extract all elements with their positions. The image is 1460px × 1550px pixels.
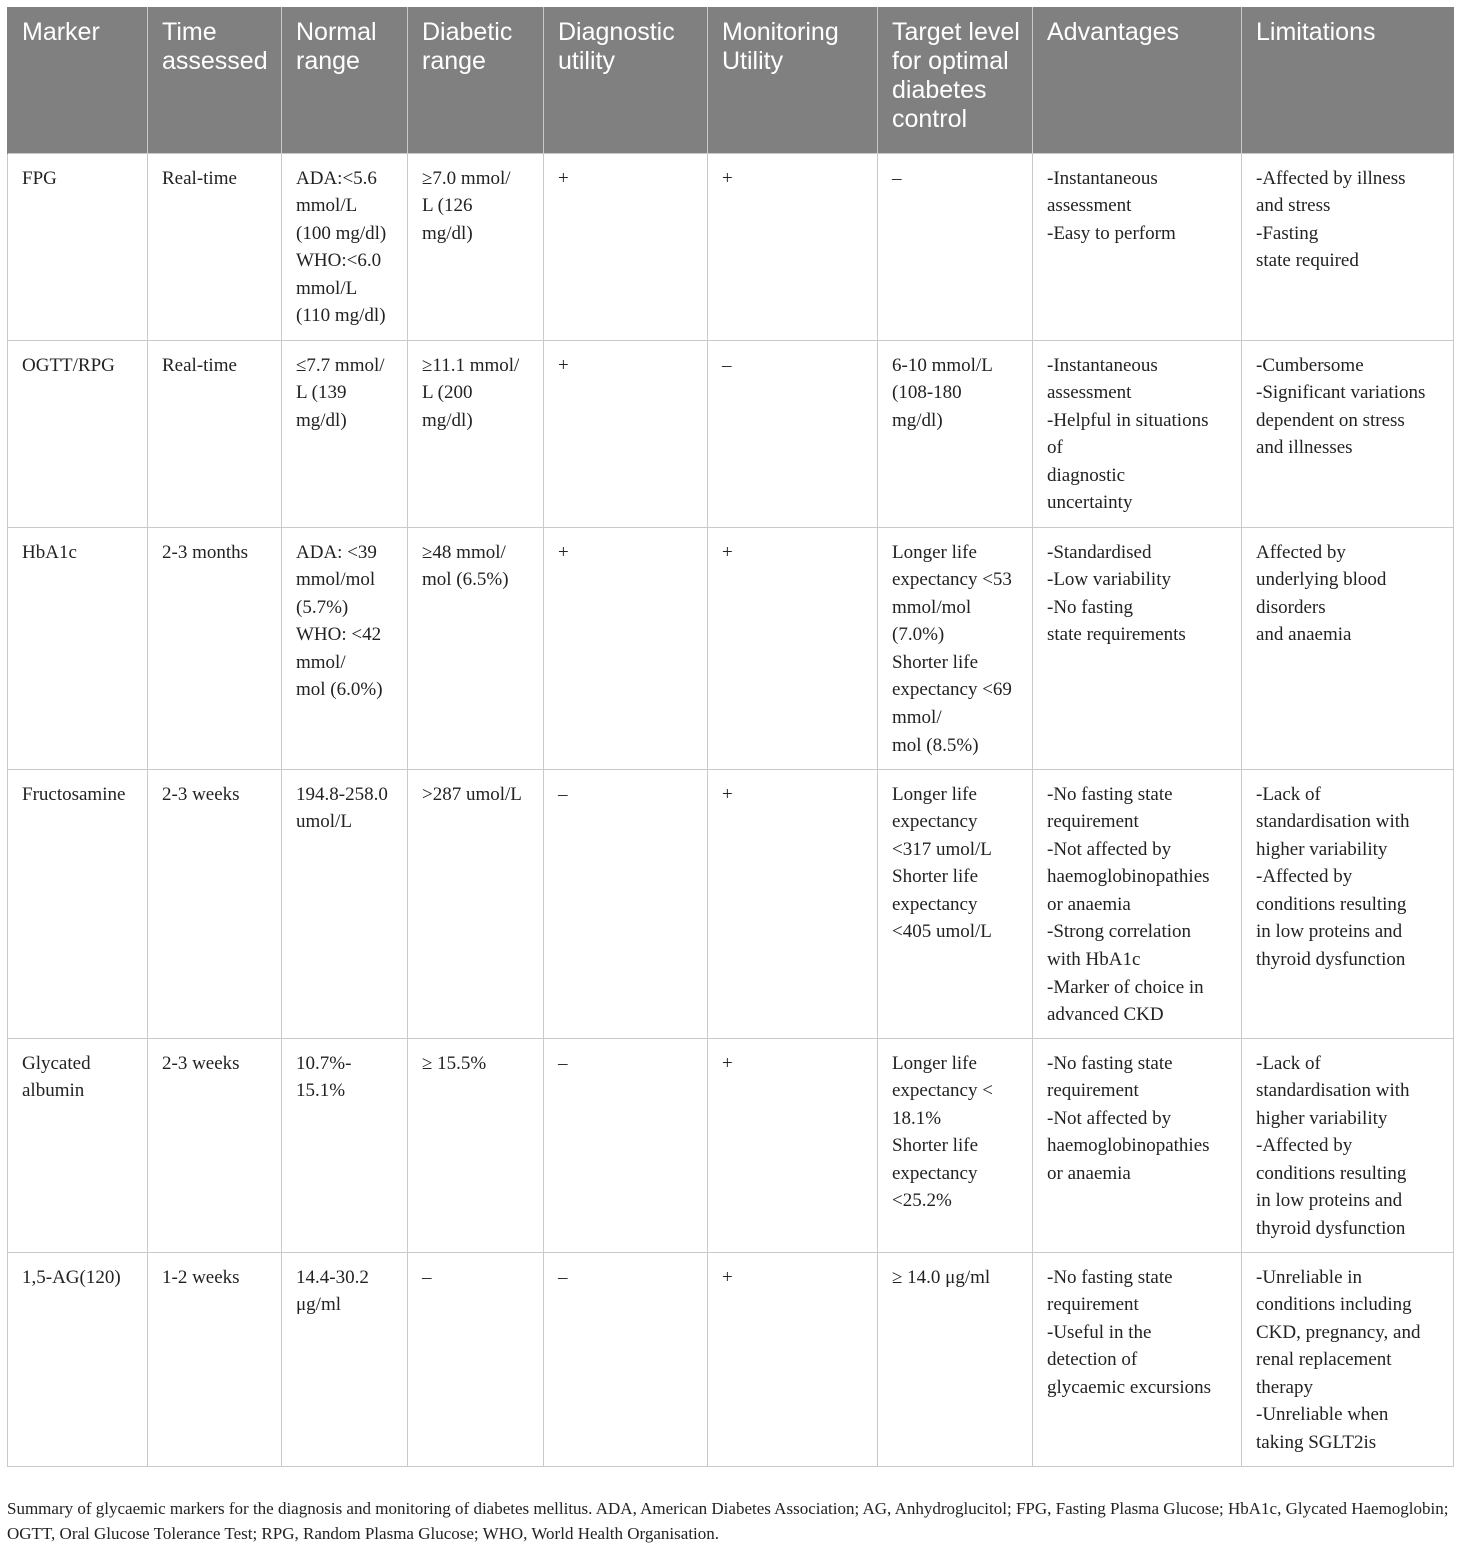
header-time-assessed: Time assessed [148,7,282,153]
cell-diabetic-range: ≥11.1 mmol/ L (200 mg/dl) [408,340,544,527]
cell-diabetic-range: – [408,1252,544,1466]
cell-limitations: -Lack of standardisation with higher variability -Affected by conditions resulting in low proteins and thyroid dysfunction [1242,1038,1454,1252]
table-row-glycated-albumin [8,1038,1454,1252]
cell-advantages: -Standardised -Low variability -No fasting state requirements [1033,527,1242,769]
table-container [7,7,1453,1467]
cell-target-level: Longer life expectancy <317 umol/L Shorter life expectancy <405 umol/L [878,769,1033,1038]
cell-limitations: -Affected by illness and stress -Fasting state required [1242,153,1454,340]
cell-diagnostic-utility: + [544,153,708,340]
header-row [8,7,1454,153]
header-advantages: Advantages [1033,7,1242,153]
table-row-15-ag [8,1252,1454,1466]
cell-limitations: Affected by underlying blood disorders and anaemia [1242,527,1454,769]
cell-time-assessed: Real-time [148,340,282,527]
cell-advantages: -Instantaneous assessment -Easy to perform [1033,153,1242,340]
cell-advantages: -No fasting state requirement -Useful in the detection of glycaemic excursions [1033,1252,1242,1466]
cell-diagnostic-utility: – [544,1252,708,1466]
cell-monitoring-utility: + [708,769,878,1038]
table-row-ogtt-rpg [8,340,1454,527]
header-diagnostic-utility: Diagnostic utility [544,7,708,153]
cell-marker: 1,5-AG(120) [8,1252,148,1466]
cell-normal-range: 194.8-258.0 umol/L [282,769,408,1038]
cell-advantages: -No fasting state requirement -Not affected by haemoglobinopathies or anaemia [1033,1038,1242,1252]
cell-marker: Fructosamine [8,769,148,1038]
header-marker: Marker [8,7,148,153]
table-row-fructosamine [8,769,1454,1038]
cell-advantages: -Instantaneous assessment -Helpful in situations of diagnostic uncertainty [1033,340,1242,527]
cell-diabetic-range: >287 umol/L [408,769,544,1038]
cell-normal-range: ≤7.7 mmol/ L (139 mg/dl) [282,340,408,527]
cell-diagnostic-utility: + [544,527,708,769]
cell-diagnostic-utility: + [544,340,708,527]
cell-target-level: – [878,153,1033,340]
header-limitations: Limitations [1242,7,1454,153]
cell-monitoring-utility: + [708,1038,878,1252]
cell-diabetic-range: ≥ 15.5% [408,1038,544,1252]
cell-limitations: -Unreliable in conditions including CKD, pregnancy, and renal replacement therapy -Unreliable when taking SGLT2is [1242,1252,1454,1466]
cell-monitoring-utility: – [708,340,878,527]
cell-time-assessed: 2-3 months [148,527,282,769]
cell-time-assessed: 2-3 weeks [148,1038,282,1252]
header-monitoring-utility: Monitoring Utility [708,7,878,153]
cell-time-assessed: Real-time [148,153,282,340]
cell-normal-range: ADA:<5.6 mmol/L (100 mg/dl) WHO:<6.0 mmol/L (110 mg/dl) [282,153,408,340]
cell-normal-range: 14.4-30.2 μg/ml [282,1252,408,1466]
cell-marker: FPG [8,153,148,340]
header-diabetic-range: Diabetic range [408,7,544,153]
table-row-hba1c [8,527,1454,769]
cell-monitoring-utility: + [708,527,878,769]
glycaemic-markers-table [7,7,1454,1467]
cell-marker: HbA1c [8,527,148,769]
cell-diagnostic-utility: – [544,1038,708,1252]
cell-marker: OGTT/RPG [8,340,148,527]
cell-monitoring-utility: + [708,153,878,340]
cell-advantages: -No fasting state requirement -Not affected by haemoglobinopathies or anaemia -Strong correlation with HbA1c -Marker of choice in advanced CKD [1033,769,1242,1038]
cell-target-level: ≥ 14.0 μg/ml [878,1252,1033,1466]
cell-monitoring-utility: + [708,1252,878,1466]
cell-time-assessed: 1-2 weeks [148,1252,282,1466]
cell-diabetic-range: ≥7.0 mmol/ L (126 mg/dl) [408,153,544,340]
cell-limitations: -Cumbersome -Significant variations dependent on stress and illnesses [1242,340,1454,527]
cell-target-level: Longer life expectancy < 18.1% Shorter life expectancy <25.2% [878,1038,1033,1252]
cell-normal-range: ADA: <39 mmol/mol (5.7%) WHO: <42 mmol/ mol (6.0%) [282,527,408,769]
cell-target-level: 6-10 mmol/L (108-180 mg/dl) [878,340,1033,527]
table-row-fpg [8,153,1454,340]
header-normal-range: Normal range [282,7,408,153]
cell-time-assessed: 2-3 weeks [148,769,282,1038]
cell-marker: Glycated albumin [8,1038,148,1252]
cell-target-level: Longer life expectancy <53 mmol/mol (7.0%) Shorter life expectancy <69 mmol/ mol (8.5%) [878,527,1033,769]
cell-diagnostic-utility: – [544,769,708,1038]
cell-limitations: -Lack of standardisation with higher variability -Affected by conditions resulting in low proteins and thyroid dysfunction [1242,769,1454,1038]
header-target-level: Target level for optimal diabetes control [878,7,1033,153]
cell-normal-range: 10.7%- 15.1% [282,1038,408,1252]
cell-diabetic-range: ≥48 mmol/ mol (6.5%) [408,527,544,769]
table-caption: Summary of glycaemic markers for the diagnosis and monitoring of diabetes mellitus. ADA, American Diabetes Association; AG, Anhydroglucitol; FPG, Fasting Plasma Glucose; HbA1c, Glycated Haemoglobin; OGTT, Oral Glucose Tolerance Test; RPG, Random Plasma Glucose; WHO, World Health Organisation. [7,1499,1449,1543]
